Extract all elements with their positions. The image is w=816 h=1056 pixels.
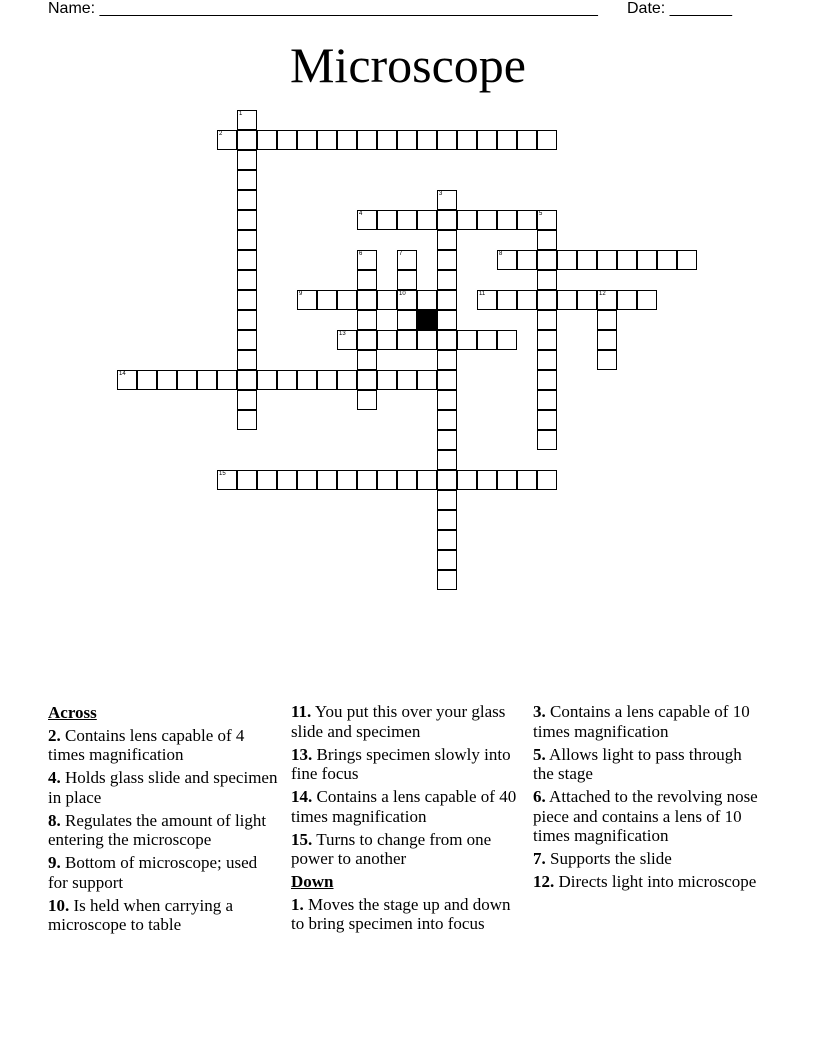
clues-column-2: [291, 702, 523, 937]
crossword-cell[interactable]: [297, 370, 317, 390]
crossword-cell[interactable]: [437, 510, 457, 530]
crossword-cell[interactable]: [417, 370, 437, 390]
across-clue: [291, 830, 523, 869]
crossword-cell[interactable]: [297, 470, 317, 490]
clue-number: 10.: [48, 895, 70, 915]
crossword-cell[interactable]: [237, 330, 257, 350]
down-clue: [291, 895, 523, 934]
clue-number: 12.: [533, 872, 555, 891]
crossword-cell[interactable]: [377, 130, 397, 150]
crossword-cell[interactable]: [397, 250, 417, 270]
crossword-cell[interactable]: [377, 370, 397, 390]
across-clue: [48, 811, 278, 850]
crossword-cell[interactable]: [437, 570, 457, 590]
down-clue: [533, 787, 763, 846]
crossword-cell[interactable]: [597, 310, 617, 330]
crossword-cell[interactable]: [357, 310, 377, 330]
crossword-cell[interactable]: [437, 390, 457, 410]
crossword-cell[interactable]: [517, 470, 537, 490]
crossword-cell[interactable]: [497, 210, 517, 230]
crossword-cell[interactable]: [457, 130, 477, 150]
crossword-cell[interactable]: [357, 210, 377, 230]
clue-number: 15.: [291, 829, 313, 849]
crossword-cell[interactable]: [377, 290, 397, 310]
crossword-cell[interactable]: [237, 270, 257, 290]
crossword-cell[interactable]: [237, 110, 257, 130]
crossword-cell[interactable]: [477, 290, 497, 310]
clue-number-label: 2: [219, 131, 223, 137]
crossword-cell[interactable]: [537, 230, 557, 250]
crossword-cell[interactable]: [397, 210, 417, 230]
crossword-cell[interactable]: [257, 130, 277, 150]
clue-number-label: 7: [399, 251, 403, 257]
crossword-cell[interactable]: [517, 210, 537, 230]
across-clue: [291, 787, 523, 826]
crossword-cell[interactable]: [397, 470, 417, 490]
crossword-cell[interactable]: [457, 470, 477, 490]
crossword-cell[interactable]: [257, 470, 277, 490]
date-field-label: Date: _______: [627, 0, 732, 17]
crossword-cell[interactable]: [337, 370, 357, 390]
crossword-cell[interactable]: [397, 290, 417, 310]
clue-number-label: 6: [359, 251, 363, 257]
crossword-cell[interactable]: [237, 350, 257, 370]
crossword-cell[interactable]: [357, 470, 377, 490]
crossword-cell[interactable]: [237, 410, 257, 430]
crossword-cell[interactable]: [477, 330, 497, 350]
crossword-cell[interactable]: [297, 130, 317, 150]
crossword-cell[interactable]: [437, 350, 457, 370]
clue-number: 4.: [48, 768, 61, 787]
clue-text: Holds glass slide and specimen in place: [48, 768, 278, 807]
crossword-cell[interactable]: [537, 130, 557, 150]
crossword-cell[interactable]: [357, 350, 377, 370]
crossword-cell[interactable]: [277, 370, 297, 390]
crossword-cell[interactable]: [537, 470, 557, 490]
across-clue: [291, 745, 523, 784]
across-clue: [291, 702, 523, 741]
crossword-cell[interactable]: [597, 350, 617, 370]
crossword-cell[interactable]: [157, 370, 177, 390]
crossword-cell[interactable]: [357, 270, 377, 290]
clue-text: Attached to the revolving nose piece and contains a lens of 10 times magnification: [533, 787, 758, 845]
crossword-cell[interactable]: [517, 250, 537, 270]
clue-number-label: 8: [499, 251, 503, 257]
crossword-cell[interactable]: [357, 250, 377, 270]
crossword-cell[interactable]: [537, 210, 557, 230]
crossword-cell[interactable]: [237, 170, 257, 190]
crossword-cell[interactable]: [597, 250, 617, 270]
crossword-cell[interactable]: [217, 370, 237, 390]
clue-text: Directs light into microscope: [554, 872, 757, 891]
down-clue: [533, 872, 763, 892]
crossword-cell[interactable]: [417, 130, 437, 150]
crossword-cell[interactable]: [537, 250, 557, 270]
clue-number: 11.: [291, 702, 312, 721]
down-clue: [533, 702, 763, 741]
crossword-cell[interactable]: [437, 250, 457, 270]
crossword-cell[interactable]: [237, 310, 257, 330]
clue-number: 2.: [48, 725, 61, 745]
crossword-cell[interactable]: [197, 370, 217, 390]
crossword-cell[interactable]: [437, 230, 457, 250]
clue-number: 8.: [48, 810, 61, 830]
crossword-cell[interactable]: [477, 210, 497, 230]
crossword-cell[interactable]: [317, 370, 337, 390]
crossword-cell[interactable]: [417, 290, 437, 310]
crossword-cell[interactable]: [657, 250, 677, 270]
crossword-cell[interactable]: [437, 210, 457, 230]
crossword-cell[interactable]: [237, 210, 257, 230]
crossword-cell[interactable]: [337, 330, 357, 350]
clue-number: 14.: [291, 787, 313, 806]
crossword-cell[interactable]: [537, 310, 557, 330]
crossword-cell[interactable]: [437, 370, 457, 390]
clue-number-label: 4: [359, 211, 363, 217]
crossword-cell[interactable]: [237, 290, 257, 310]
across-heading: Across: [48, 703, 97, 722]
crossword-cell[interactable]: [437, 430, 457, 450]
clue-text: Bottom of microscope; used for support: [48, 853, 258, 892]
crossword-cell[interactable]: [537, 270, 557, 290]
crossword-cell[interactable]: [237, 370, 257, 390]
crossword-cell[interactable]: [397, 330, 417, 350]
crossword-cell[interactable]: [477, 470, 497, 490]
crossword-cell[interactable]: [577, 290, 597, 310]
crossword-cell[interactable]: [497, 330, 517, 350]
crossword-cell[interactable]: [497, 290, 517, 310]
crossword-cell[interactable]: [577, 250, 597, 270]
across-clue: [48, 726, 278, 765]
crossword-cell[interactable]: [597, 330, 617, 350]
crossword-cell[interactable]: [437, 550, 457, 570]
crossword-cell[interactable]: [217, 470, 237, 490]
crossword-cell[interactable]: [517, 130, 537, 150]
crossword-cell[interactable]: [357, 330, 377, 350]
crossword-cell[interactable]: [377, 470, 397, 490]
clue-number: 7.: [533, 849, 546, 868]
crossword-cell[interactable]: [617, 250, 637, 270]
crossword-cell[interactable]: [337, 290, 357, 310]
crossword-cell[interactable]: [477, 130, 497, 150]
clue-text: Brings specimen slowly into fine focus: [291, 744, 511, 783]
clue-text: Is held when carrying a microscope to table: [48, 895, 234, 934]
crossword-cell[interactable]: [437, 330, 457, 350]
clue-number-label: 5: [539, 211, 543, 217]
crossword-cell[interactable]: [437, 490, 457, 510]
clue-number: 1.: [291, 894, 304, 914]
crossword-cell[interactable]: [417, 330, 437, 350]
crossword-cell[interactable]: [437, 270, 457, 290]
crossword-cell[interactable]: [437, 310, 457, 330]
across-clue: [48, 853, 278, 892]
crossword-cell[interactable]: [377, 330, 397, 350]
name-field-label: Name: ________________________________________________________: [48, 0, 598, 17]
clue-text: Regulates the amount of light entering the microscope: [48, 810, 267, 849]
crossword-cell[interactable]: [517, 290, 537, 310]
clue-text: Contains a lens capable of 10 times magnification: [533, 702, 750, 741]
crossword-cell[interactable]: [317, 470, 337, 490]
crossword-cell[interactable]: [277, 130, 297, 150]
clue-number-label: 9: [299, 291, 303, 297]
crossword-cell[interactable]: [237, 130, 257, 150]
crossword-cell[interactable]: [317, 290, 337, 310]
clue-number-label: 11: [479, 291, 486, 297]
across-clue: [48, 768, 278, 807]
crossword-cell[interactable]: [277, 470, 297, 490]
crossword-cell[interactable]: [337, 470, 357, 490]
crossword-cell[interactable]: [397, 310, 417, 330]
crossword-cell[interactable]: [217, 130, 237, 150]
crossword-cell[interactable]: [597, 290, 617, 310]
crossword-cell[interactable]: [537, 370, 557, 390]
down-heading: Down: [291, 872, 334, 891]
crossword-cell[interactable]: [177, 370, 197, 390]
crossword-cell[interactable]: [397, 130, 417, 150]
down-clue: [533, 745, 763, 784]
clue-number-label: 1: [239, 111, 243, 117]
clue-number-label: 3: [439, 191, 443, 197]
across-clue: [48, 896, 278, 935]
clue-number-label: 13: [339, 331, 346, 337]
crossword-cell[interactable]: [437, 410, 457, 430]
crossword-cell[interactable]: [437, 190, 457, 210]
clues-column-1: [48, 702, 278, 938]
clue-text: Supports the slide: [545, 849, 672, 868]
crossword-cell[interactable]: [397, 370, 417, 390]
crossword-cell[interactable]: [417, 470, 437, 490]
crossword-cell[interactable]: [257, 370, 277, 390]
clue-number-label: 12: [599, 291, 606, 297]
clue-number-label: 14: [119, 371, 126, 377]
crossword-cell[interactable]: [497, 470, 517, 490]
crossword-cell[interactable]: [337, 130, 357, 150]
crossword-cell[interactable]: [557, 290, 577, 310]
crossword-cell[interactable]: [637, 250, 657, 270]
clue-number-label: 10: [399, 291, 406, 297]
crossword-cell[interactable]: [237, 390, 257, 410]
crossword-cell[interactable]: [437, 290, 457, 310]
crossword-cell[interactable]: [437, 470, 457, 490]
crossword-cell[interactable]: [457, 210, 477, 230]
crossword-cell[interactable]: [237, 230, 257, 250]
crossword-cell[interactable]: [437, 530, 457, 550]
crossword-cell[interactable]: [357, 130, 377, 150]
clue-text: Turns to change from one power to another: [291, 829, 492, 868]
clue-text: You put this over your glass slide and specimen: [291, 702, 506, 741]
crossword-cell[interactable]: [237, 470, 257, 490]
clue-number: 3.: [533, 702, 546, 721]
crossword-cell[interactable]: [117, 370, 137, 390]
crossword-cell[interactable]: [637, 290, 657, 310]
clues-column-3: [533, 702, 763, 895]
crossword-cell[interactable]: [317, 130, 337, 150]
crossword-cell[interactable]: [357, 390, 377, 410]
crossword-cell[interactable]: [237, 250, 257, 270]
crossword-cell[interactable]: [137, 370, 157, 390]
clue-number: 6.: [533, 787, 546, 806]
crossword-cell[interactable]: [437, 130, 457, 150]
crossword-cell[interactable]: [397, 270, 417, 290]
crossword-block: [417, 310, 437, 330]
crossword-cell[interactable]: [497, 250, 517, 270]
crossword-cell[interactable]: [237, 190, 257, 210]
crossword-cell[interactable]: [617, 290, 637, 310]
crossword-cell[interactable]: [417, 210, 437, 230]
crossword-cell[interactable]: [497, 130, 517, 150]
crossword-cell[interactable]: [357, 290, 377, 310]
crossword-cell[interactable]: [537, 290, 557, 310]
crossword-cell[interactable]: [677, 250, 697, 270]
crossword-cell[interactable]: [537, 330, 557, 350]
crossword-cell[interactable]: [297, 290, 317, 310]
clue-text: Moves the stage up and down to bring specimen into focus: [291, 894, 511, 933]
clue-number-label: 15: [219, 471, 226, 477]
page-title: Microscope: [289, 37, 527, 93]
crossword-cell[interactable]: [377, 210, 397, 230]
crossword-cell[interactable]: [237, 150, 257, 170]
clue-text: Contains lens capable of 4 times magnification: [48, 725, 245, 764]
crossword-cell[interactable]: [537, 430, 557, 450]
crossword-cell[interactable]: [437, 450, 457, 470]
crossword-cell[interactable]: [557, 250, 577, 270]
clue-number: 5.: [533, 744, 546, 764]
crossword-cell[interactable]: [357, 370, 377, 390]
crossword-cell[interactable]: [537, 390, 557, 410]
clue-number: 9.: [48, 853, 61, 872]
clue-number: 13.: [291, 744, 313, 764]
clue-text: Allows light to pass through the stage: [533, 744, 742, 783]
clue-text: Contains a lens capable of 40 times magnification: [291, 787, 517, 826]
crossword-cell[interactable]: [537, 410, 557, 430]
down-clue: [533, 849, 763, 869]
crossword-cell[interactable]: [537, 350, 557, 370]
crossword-cell[interactable]: [457, 330, 477, 350]
